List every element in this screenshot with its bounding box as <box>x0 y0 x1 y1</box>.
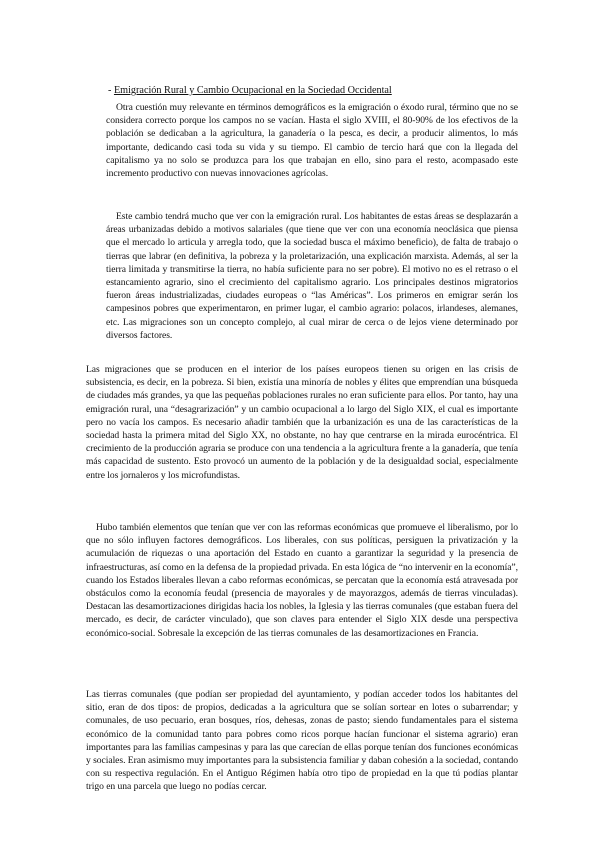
section-heading <box>108 84 392 97</box>
heading-prefix: - <box>108 85 114 96</box>
paragraph-2: Este cambio tendrá mucho que ver con la emigración rural. Los habitantes de estas áreas se desplazarán a áreas urbanizadas debido a motivos salariales (que tiene que ver con una economía neoclásica que piensa que el mercado lo articula y arregla todo, que la sociedad busca el máximo beneficio), de falta de trabajo o tierras que labrar (en definitiva, la pobreza y la proletarización, una explicación marxista. Además, al ser la tierra limitada y transmitirse la tierra, no había suficiente para no ser pobre). El motivo no es el retraso o el estancamiento agrario, sino el crecimiento del capitalismo agrario. Los principales destinos migratorios fueron áreas industrializadas, ciudades europeas o “las Américas”. Los primeros en emigrar serán los campesinos pobres que experimentaron, en primer lugar, el cambio agrario: polacos, irlandeses, alemanes, etc. Las migraciones son un concepto complejo, al cual mirar de cerca o de lejos viene determinado por diversos factores. <box>106 211 518 341</box>
heading-text: Emigración Rural y Cambio Ocupacional en la Sociedad Occidental <box>113 85 392 96</box>
paragraph-5: Las tierras comunales (que podían ser propiedad del ayuntamiento, y podían acceder todos los habitantes del sitio, eran de dos tipos: de propios, dedicadas a la agricultura que se solían sortear en lotes o subarrendar; y comunales, de uso pecuario, eran bosques, ríos, dehesas, zonas de pasto; siendo fundamentales para el sistema económico de la comunidad tanto para pobres como ricos porque hacían funcionar el sistema agrario) eran importantes para las familias campesinas y para las que carecían de ellas porque tenían dos funciones económicas y sociales. Eran asimismo muy importantes para la subsistencia familiar y daban cohesión a la sociedad, contando con su respectiva regulación. En el Antiguo Régimen había otro tipo de propiedad en la que tú podías plantar trigo en una parcela que luego no podías cercar. <box>86 689 518 793</box>
paragraph-3: Las migraciones que se producen en el interior de los países europeos tienen su origen en las crisis de subsistencia, es decir, en la pobreza. Si bien, existía una minoría de nobles y élites que emprendían una búsqueda de ciudades más grandes, ya que las pequeñas poblaciones rurales no eran suficiente para ellos. Por tanto, hay una emigración rural, una “desagrarización” y un cambio ocupacional a lo largo del Siglo XIX, el cual es importante pero no vacía los campos. Es necesario añadir también que la urbanización es una de las características de la sociedad hasta la primera mitad del Siglo XX, no obstante, no hay que centrarse en la mirada eurocéntrica. El crecimiento de la producción agraria se produce con una tendencia a la agricultura frente a la ganadería, que tenía más capacidad de sustento. Esto provocó un aumento de la población y de la desigualdad social, especialmente entre los jornaleros y los microfundistas. <box>86 364 518 481</box>
paragraph-4: Hubo también elementos que tenían que ver con las reformas económicas que promueve el liberalismo, por lo que no sólo influyen factores demográficos. Los liberales, con sus políticas, persiguen la privatización y la acumulación de riquezas o una aportación del Estado en cuanto a garantizar la seguridad y la presencia de infraestructuras, así como en la defensa de la propiedad privada. En esta lógica de “no intervenir en la economía”, cuando los Estados liberales llevan a cabo reformas económicas, se percatan que la economía está atravesada por obstáculos como la economía feudal (presencia de mayorales y de mayorazgos, además de tierras vinculadas). Destacan las desamortizaciones dirigidas hacia los nobles, la Iglesia y las tierras comunales (que estaban fuera del mercado, es decir, de carácter vinculado), que son claves para entender el Siglo XIX desde una perspectiva económico-social. Sobresale la excepción de las tierras comunales de las desamortizaciones en Francia. <box>86 522 518 639</box>
paragraph-1: Otra cuestión muy relevante en términos demográficos es la emigración o éxodo rural, término que no se considera correcto porque los campos no se vacían. Hasta el siglo XVIII, el 80-90% de los efectivos de la población se dedicaban a la agricultura, la ganadería o la pesca, es decir, a producir alimentos, lo más importante, dedicando casi toda su vida y su tiempo. El cambio de tercio hará que con la llegada del capitalismo ya no solo se produzca para los que trabajan en ello, sino para el resto, acompasado este incremento productivo con nuevas innovaciones agrícolas. <box>106 102 518 180</box>
